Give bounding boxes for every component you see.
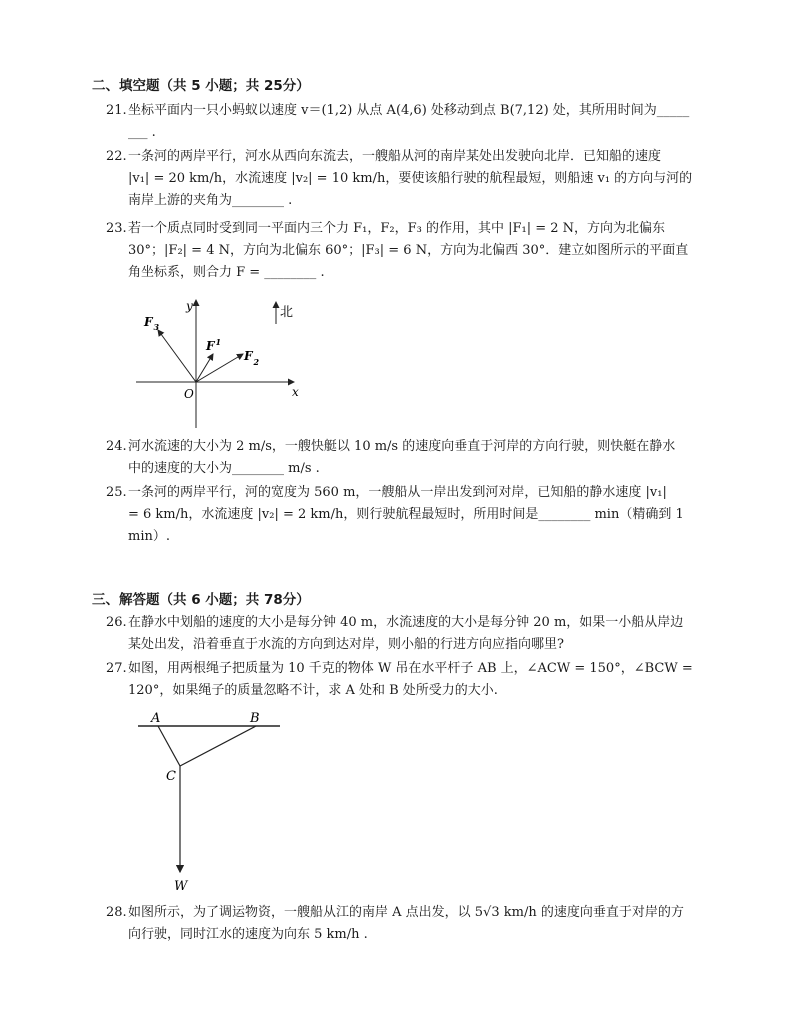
question-text: 南岸上游的夹角为________ .	[128, 193, 293, 208]
question-text: = 6 km/h，水流速度 |v₂| = 2 km/h，则行驶航程最短时，所用时间是________ min（精确到 1	[128, 507, 684, 522]
force-f3-arrow	[158, 330, 196, 382]
section-title-solve: 三、解答题（共 6 小题；共 78分）	[92, 592, 310, 608]
question-text: 中的速度的大小为________ m/s .	[128, 461, 320, 476]
question-text: |v₁| = 20 km/h，水流速度 |v₂| = 10 km/h，要使该船行驶的航程最短，则船速 v₁ 的方向与河的	[128, 171, 693, 186]
force-diagram	[130, 292, 310, 434]
question-number: 23.	[106, 221, 127, 236]
question-number: 22.	[106, 149, 127, 164]
rope-ac	[158, 726, 180, 766]
question-text: 向行驶，同时江水的速度为向东 5 km/h .	[128, 927, 368, 942]
question-text: 河水流速的大小为 2 m/s，一艘快艇以 10 m/s 的速度向垂直于河岸的方向行驶，则快艇在静水	[128, 439, 676, 454]
question-number: 21.	[106, 103, 127, 118]
question-number: 24.	[106, 439, 127, 454]
question-28	[106, 902, 738, 946]
section-title-fill-blank: 二、填空题（共 5 小题；共 25分）	[92, 78, 310, 94]
point-c-label: C	[166, 769, 176, 784]
question-text: 在静水中划船的速度的大小是每分钟 40 m，水流速度的大小是每分钟 20 m，如果一小船从岸边	[128, 615, 684, 630]
question-26	[106, 612, 738, 656]
question-text: 角坐标系，则合力 F = ________ .	[128, 265, 325, 280]
force-f3-label: $F_3$	[144, 315, 160, 332]
question-text: 如图所示，为了调运物资，一艘船从江的南岸 A 点出发，以 5√3 km/h 的速度向垂直于对岸的方	[128, 905, 684, 920]
question-22	[106, 146, 738, 212]
x-axis-label: x	[292, 385, 299, 399]
rope-bc	[180, 726, 256, 766]
origin-label: O	[184, 387, 194, 401]
question-text: 如图，用两根绳子把质量为 10 千克的物体 W 吊在水平杆子 AB 上，∠ACW = 150°，∠BCW =	[128, 661, 693, 676]
question-number: 26.	[106, 615, 127, 630]
point-a-label: A	[151, 711, 161, 726]
question-23	[106, 218, 738, 284]
question-text: 一条河的两岸平行，河水从西向东流去，一艘船从河的南岸某处出发驶向北岸．已知船的速度	[128, 149, 662, 164]
force-f1-label: $F^1$	[206, 337, 222, 353]
question-25	[106, 482, 738, 548]
question-number: 28.	[106, 905, 127, 920]
y-axis-label: y	[186, 299, 193, 313]
question-text: 一条河的两岸平行，河的宽度为 560 m，一艘船从一岸出发到河对岸，已知船的静水速度 |v₁|	[128, 485, 667, 500]
question-27	[106, 658, 738, 702]
question-21	[106, 100, 738, 144]
question-text: 30°；|F₂| = 4 N，方向为北偏东 60°；|F₃| = 6 N，方向为北偏西 30°．建立如图所示的平面直	[128, 243, 689, 258]
question-number: 27.	[106, 661, 127, 676]
question-text: ___ .	[128, 125, 156, 140]
force-f2-label: $F_2$	[244, 349, 260, 367]
north-label: 北	[280, 305, 294, 320]
question-text: min）.	[128, 529, 170, 544]
force-f2-arrow	[196, 354, 243, 382]
point-b-label: B	[250, 711, 260, 726]
rope-diagram	[134, 708, 284, 894]
question-text: 若一个质点同时受到同一平面内三个力 F₁，F₂，F₃ 的作用，其中 |F₁| = 2 N，方向为北偏东	[128, 221, 666, 236]
weight-label: W	[174, 879, 188, 894]
question-number: 25.	[106, 485, 127, 500]
force-f1-arrow	[196, 354, 213, 382]
question-text: 某处出发，沿着垂直于水流的方向到达对岸，则小船的行进方向应指向哪里?	[128, 637, 564, 652]
question-text: 坐标平面内一只小蚂蚁以速度 v＝(1,2) 从点 A(4,6) 处移动到点 B(7,12) 处，其所用时间为_____	[128, 103, 690, 118]
question-24	[106, 436, 738, 480]
question-text: 120°，如果绳子的质量忽略不计，求 A 处和 B 处所受力的大小.	[128, 683, 498, 698]
